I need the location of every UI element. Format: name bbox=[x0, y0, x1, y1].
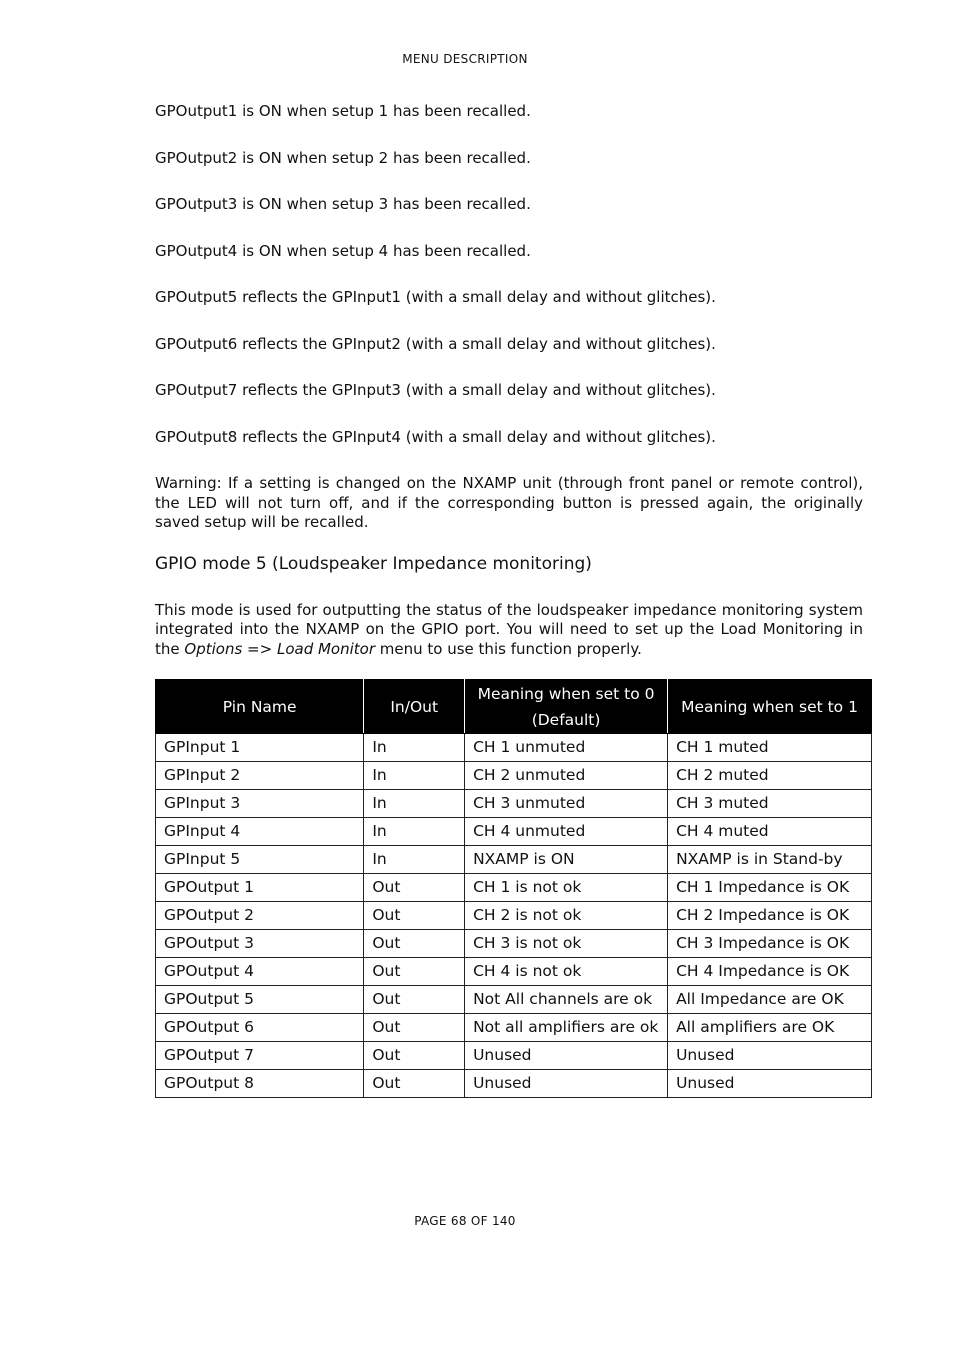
cell-meaning-0: CH 4 unmuted bbox=[465, 818, 668, 846]
table-row bbox=[156, 1070, 872, 1098]
cell-in-out: In bbox=[364, 734, 465, 762]
cell-meaning-0: Unused bbox=[465, 1070, 668, 1098]
table-row bbox=[156, 818, 872, 846]
table-body bbox=[156, 734, 872, 1098]
cell-pin-name: GPInput 5 bbox=[156, 846, 364, 874]
table-row bbox=[156, 762, 872, 790]
table-row bbox=[156, 930, 872, 958]
cell-pin-name: GPOutput 7 bbox=[156, 1042, 364, 1070]
cell-pin-name: GPOutput 4 bbox=[156, 958, 364, 986]
page-header: MENU DESCRIPTION bbox=[402, 52, 528, 66]
cell-meaning-0: CH 4 is not ok bbox=[465, 958, 668, 986]
cell-in-out: Out bbox=[364, 1070, 465, 1098]
paragraph-gpoutput8: GPOutput8 reflects the GPInput4 (with a small delay and without glitches). bbox=[155, 427, 716, 446]
cell-meaning-0: CH 2 unmuted bbox=[465, 762, 668, 790]
cell-pin-name: GPOutput 2 bbox=[156, 902, 364, 930]
intro-text-end: menu to use this function properly. bbox=[375, 639, 642, 658]
header-meaning-0-line1: Meaning when set to 0 bbox=[477, 684, 655, 703]
cell-meaning-1: CH 4 muted bbox=[668, 818, 872, 846]
cell-meaning-0: Unused bbox=[465, 1042, 668, 1070]
table-row bbox=[156, 874, 872, 902]
section-heading: GPIO mode 5 (Loudspeaker Impedance monitoring) bbox=[155, 553, 592, 574]
cell-meaning-0: CH 3 unmuted bbox=[465, 790, 668, 818]
mode-intro-paragraph bbox=[155, 601, 863, 660]
cell-meaning-1: CH 1 Impedance is OK bbox=[668, 874, 872, 902]
gpio-mode5-table bbox=[155, 679, 872, 1098]
table-row bbox=[156, 790, 872, 818]
table-row bbox=[156, 1014, 872, 1042]
table-row bbox=[156, 958, 872, 986]
cell-in-out: In bbox=[364, 790, 465, 818]
cell-meaning-0: CH 3 is not ok bbox=[465, 930, 668, 958]
cell-meaning-1: NXAMP is in Stand-by bbox=[668, 846, 872, 874]
cell-pin-name: GPOutput 8 bbox=[156, 1070, 364, 1098]
cell-in-out: Out bbox=[364, 902, 465, 930]
paragraph-gpoutput5: GPOutput5 reflects the GPInput1 (with a small delay and without glitches). bbox=[155, 288, 716, 306]
table-row bbox=[156, 1042, 872, 1070]
cell-pin-name: GPOutput 1 bbox=[156, 874, 364, 902]
cell-meaning-1: CH 4 Impedance is OK bbox=[668, 958, 872, 986]
cell-meaning-0: CH 2 is not ok bbox=[465, 902, 668, 930]
cell-in-out: Out bbox=[364, 874, 465, 902]
cell-meaning-1: CH 2 muted bbox=[668, 762, 872, 790]
cell-in-out: Out bbox=[364, 1042, 465, 1070]
cell-meaning-1: All amplifiers are OK bbox=[668, 1014, 872, 1042]
paragraph-gpoutput3: GPOutput3 is ON when setup 3 has been recalled. bbox=[155, 195, 531, 213]
paragraph-gpoutput4: GPOutput4 is ON when setup 4 has been recalled. bbox=[155, 241, 531, 260]
cell-meaning-1: Unused bbox=[668, 1042, 872, 1070]
header-meaning-1: Meaning when set to 1 bbox=[668, 680, 872, 734]
cell-pin-name: GPOutput 6 bbox=[156, 1014, 364, 1042]
cell-in-out: Out bbox=[364, 1014, 465, 1042]
cell-meaning-1: CH 2 Impedance is OK bbox=[668, 902, 872, 930]
page-footer: PAGE 68 OF 140 bbox=[414, 1214, 516, 1228]
page-content bbox=[155, 102, 863, 1098]
header-meaning-0-line2: (Default) bbox=[531, 710, 601, 729]
cell-meaning-1: Unused bbox=[668, 1070, 872, 1098]
cell-pin-name: GPOutput 3 bbox=[156, 930, 364, 958]
table-row bbox=[156, 986, 872, 1014]
cell-pin-name: GPOutput 5 bbox=[156, 986, 364, 1014]
cell-in-out: Out bbox=[364, 986, 465, 1014]
intro-load-monitor-menu: Load Monitor bbox=[276, 639, 376, 658]
cell-meaning-1: CH 1 muted bbox=[668, 734, 872, 762]
cell-in-out: In bbox=[364, 818, 465, 846]
table-row bbox=[156, 846, 872, 874]
cell-meaning-0: Not all amplifiers are ok bbox=[465, 1014, 668, 1042]
header-pin-name: Pin Name bbox=[156, 680, 364, 734]
cell-pin-name: GPInput 4 bbox=[156, 818, 364, 846]
paragraph-gpoutput7: GPOutput7 reflects the GPInput3 (with a small delay and without glitches). bbox=[155, 381, 716, 399]
paragraph-gpoutput1: GPOutput1 is ON when setup 1 has been recalled. bbox=[155, 102, 531, 120]
cell-pin-name: GPInput 3 bbox=[156, 790, 364, 818]
cell-in-out: In bbox=[364, 762, 465, 790]
cell-in-out: Out bbox=[364, 958, 465, 986]
cell-meaning-0: CH 1 is not ok bbox=[465, 874, 668, 902]
header-in-out: In/Out bbox=[364, 680, 465, 734]
paragraph-gpoutput6: GPOutput6 reflects the GPInput2 (with a small delay and without glitches). bbox=[155, 334, 716, 353]
paragraph-gpoutput2: GPOutput2 is ON when setup 2 has been recalled. bbox=[155, 148, 531, 167]
cell-in-out: Out bbox=[364, 930, 465, 958]
table-row bbox=[156, 734, 872, 762]
intro-arrow: => bbox=[242, 639, 277, 658]
table-row bbox=[156, 902, 872, 930]
table-header-row bbox=[156, 680, 872, 734]
cell-meaning-1: All Impedance are OK bbox=[668, 986, 872, 1014]
cell-pin-name: GPInput 1 bbox=[156, 734, 364, 762]
intro-text-start: This mode is used for outputting the status of the loudspeaker impedance monitoring system integrated into the NXAMP on the GPIO port. You will need to set up the Load Monitoring in the bbox=[155, 600, 863, 658]
cell-meaning-0: NXAMP is ON bbox=[465, 846, 668, 874]
warning-paragraph: Warning: If a setting is changed on the NXAMP unit (through front panel or remote control), the LED will not turn off, and if the corresponding button is pressed again, the originally saved setup will be recalled. bbox=[155, 474, 863, 531]
cell-pin-name: GPInput 2 bbox=[156, 762, 364, 790]
cell-meaning-0: CH 1 unmuted bbox=[465, 734, 668, 762]
intro-options-menu: Options bbox=[184, 639, 243, 658]
header-meaning-0 bbox=[465, 680, 668, 734]
cell-meaning-1: CH 3 muted bbox=[668, 790, 872, 818]
cell-meaning-1: CH 3 Impedance is OK bbox=[668, 930, 872, 958]
cell-in-out: In bbox=[364, 846, 465, 874]
cell-meaning-0: Not All channels are ok bbox=[465, 986, 668, 1014]
